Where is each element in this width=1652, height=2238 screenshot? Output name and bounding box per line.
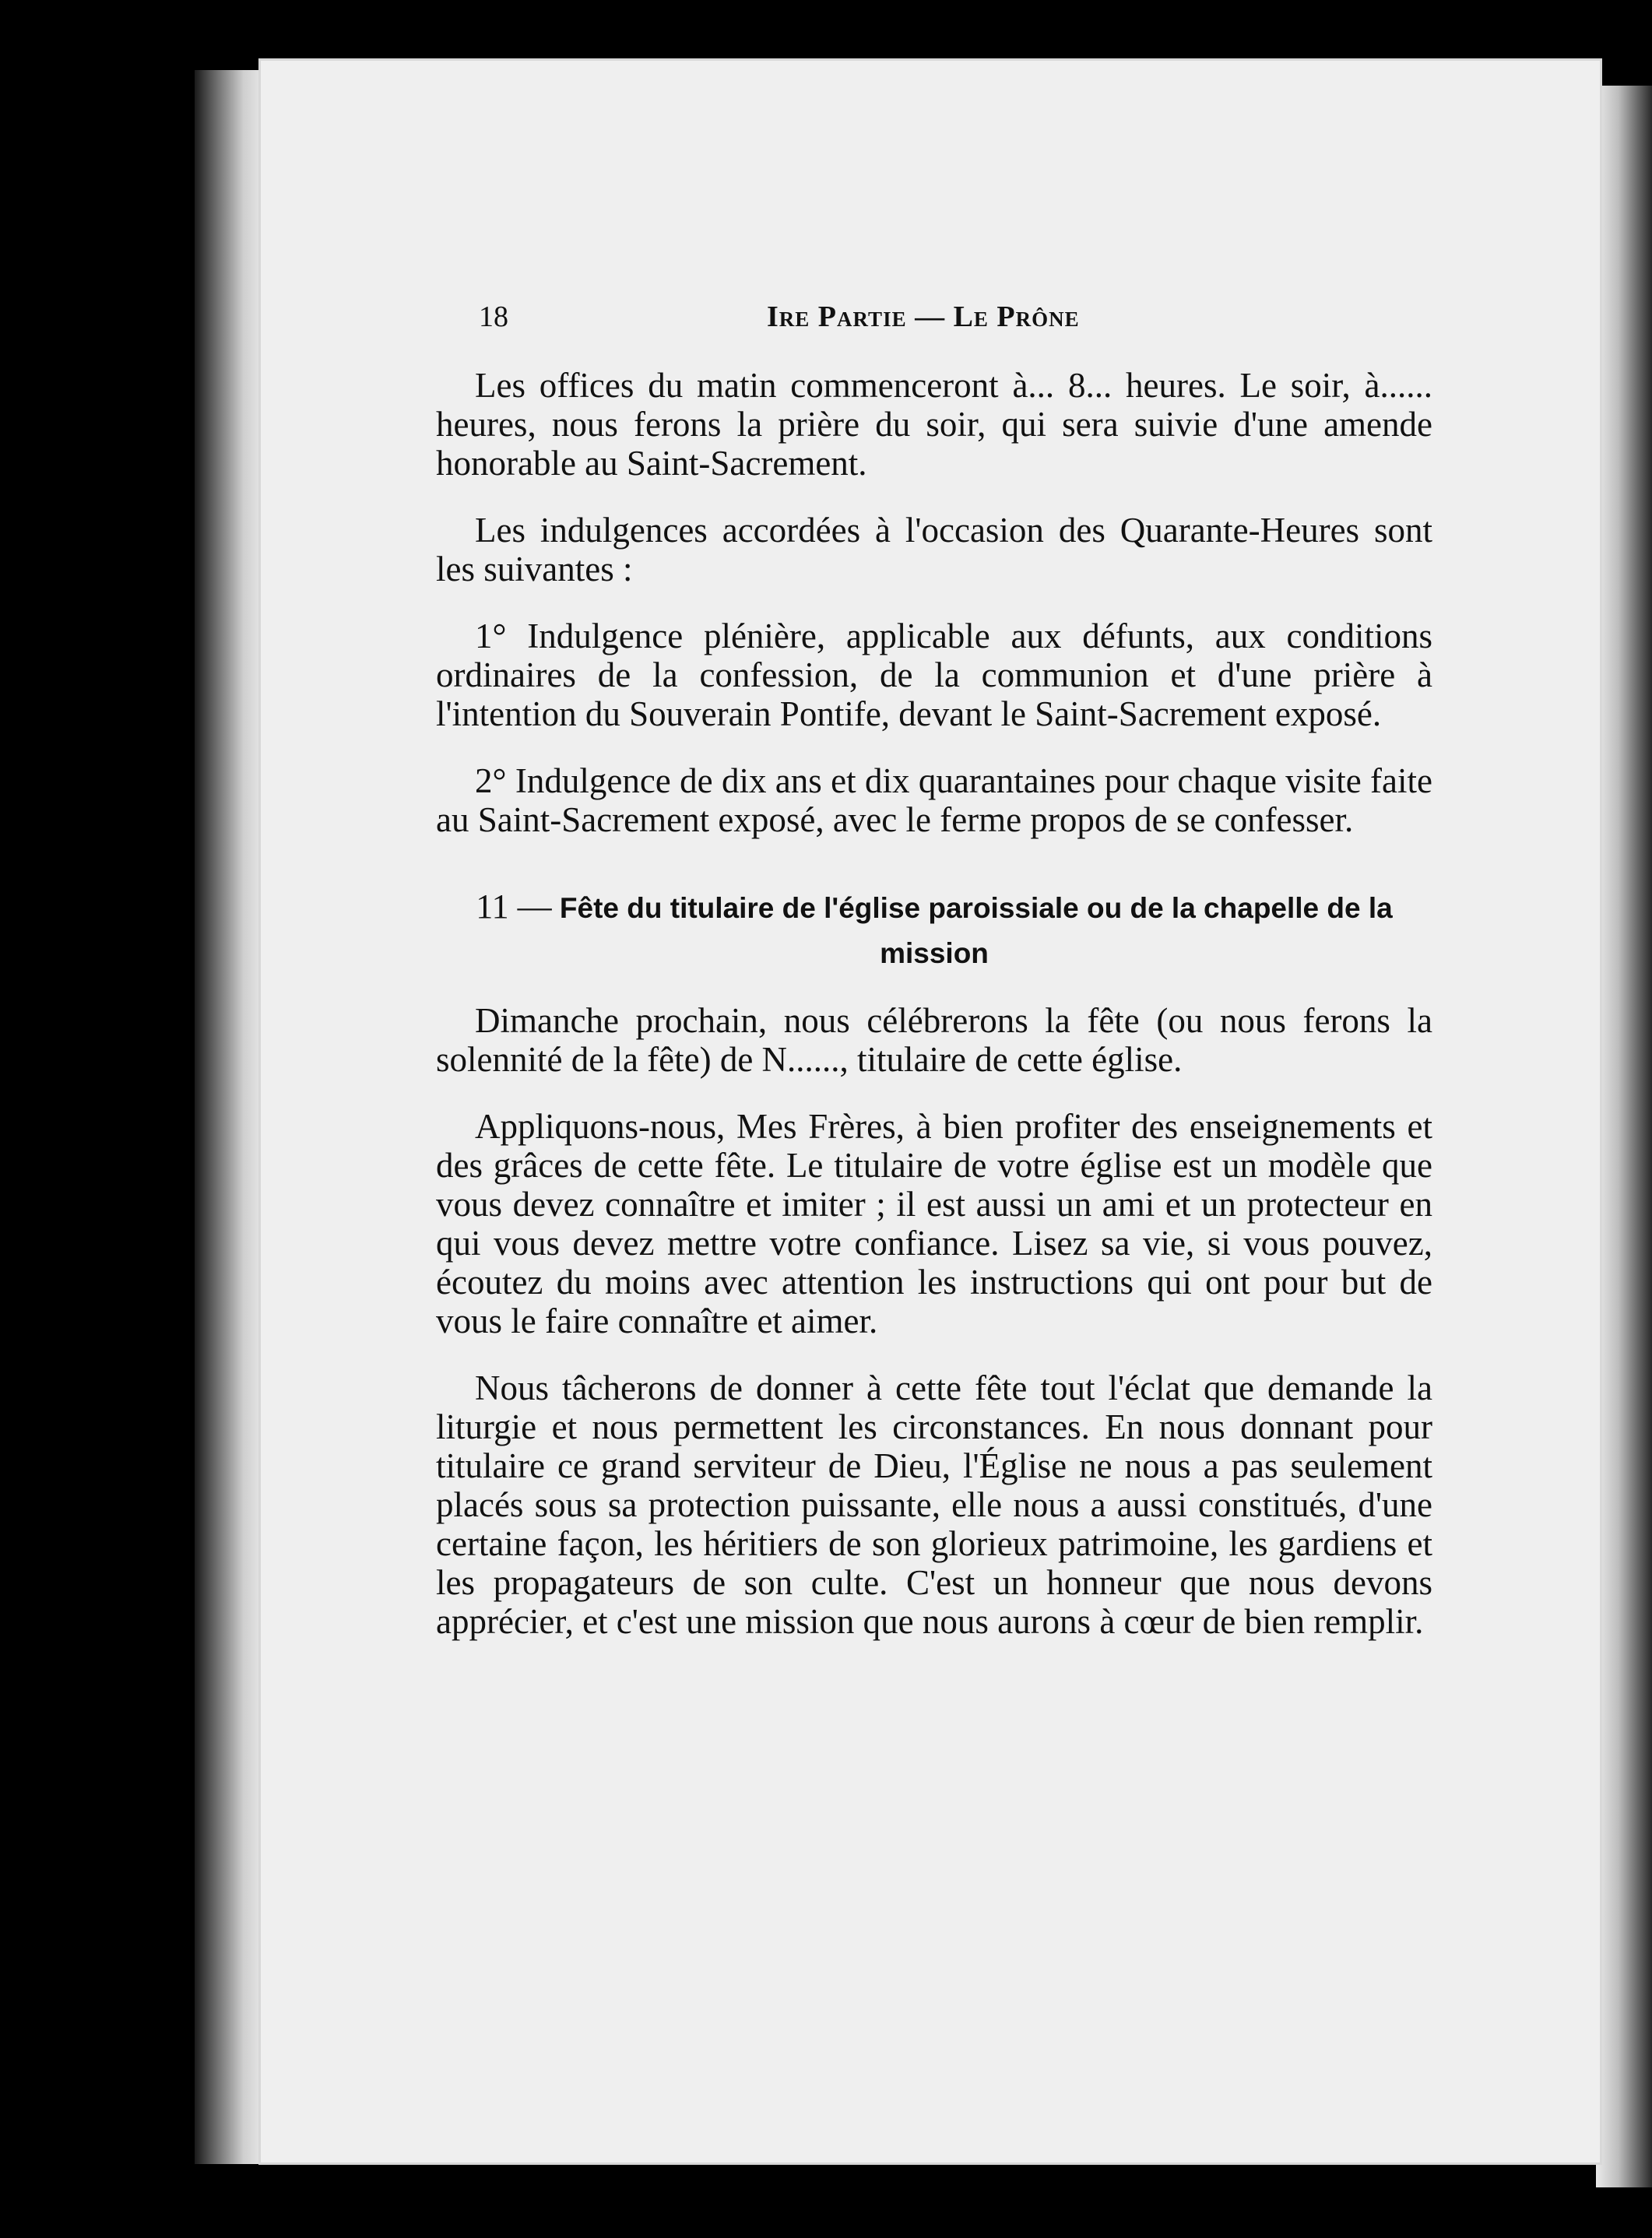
section-heading [436, 884, 1432, 976]
section-number: 11 — [476, 887, 552, 926]
paragraph-tacherons: Nous tâcherons de donner à cette fête tout l'éclat que demande la liturgie et nous permettent les circonstances. En nous donnant pour titulaire ce grand serviteur de Dieu, l'Église ne nous a pas seulement placés sous sa protection puissante, elle nous a aussi constitués, d'une certaine façon, les héritiers de son glorieux patrimoine, les gardiens et les propagateurs de son culte. C'est un honneur que nous devons apprécier, et c'est une mission que nous aurons à cœur de bien remplir. [436, 1368, 1432, 1641]
paragraph-appliquons: Appliquons-nous, Mes Frères, à bien profiter des enseignements et des grâces de cette fête. Le titulaire de votre église est un modèle que vous devez connaître et imiter ; il est aussi un ami et un protecteur en qui vous devez mettre votre confiance. Lisez sa vie, si vous pouvez, écoutez du moins avec attention les instructions qui ont pour but de vous le faire connaître et aimer. [436, 1107, 1432, 1340]
paragraph-indulgence-1: 1° Indulgence plénière, applicable aux défunts, aux conditions ordinaires de la confession, de la communion et d'une prière à l'intention du Souverain Pontife, devant le Saint-Sacrement exposé. [436, 617, 1432, 733]
paragraph-offices: Les offices du matin commenceront à... 8... heures. Le soir, à...... heures, nous ferons la prière du soir, qui sera suivie d'une amende honorable au Saint-Sacrement. [436, 366, 1432, 483]
paragraph-indulgence-2: 2° Indulgence de dix ans et dix quarantaines pour chaque visite faite au Saint-Sacrement exposé, avec le ferme propos de se confesser. [436, 761, 1432, 839]
body-text [436, 366, 1432, 1669]
running-title: Ire Partie — Le Prône [767, 300, 1080, 333]
scan-border-right [1596, 86, 1652, 2187]
section-title: Fête du titulaire de l'église paroissiale ou de la chapelle de la mission [559, 892, 1393, 969]
running-header [479, 300, 1429, 346]
page-number: 18 [479, 300, 508, 333]
paragraph-indulgences: Les indulgences accordées à l'occasion des Quarante-Heures sont les suivantes : [436, 511, 1432, 588]
paragraph-dimanche: Dimanche prochain, nous célébrerons la fête (ou nous ferons la solennité de la fête) de N......, titulaire de cette église. [436, 1001, 1432, 1079]
scan-border-left [195, 70, 265, 2164]
